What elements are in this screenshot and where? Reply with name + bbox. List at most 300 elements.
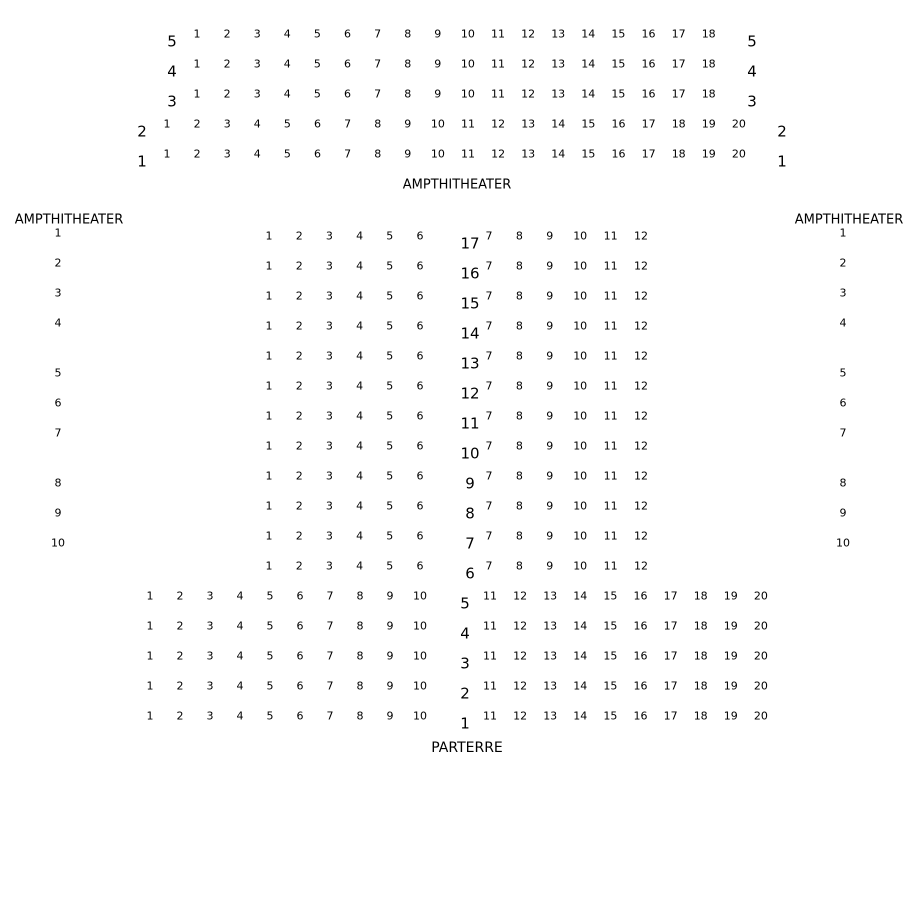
parterre-seat[interactable]: 4 — [356, 349, 364, 363]
side-right-seat[interactable]: 2 — [839, 256, 847, 270]
parterre-seat[interactable]: 3 — [206, 589, 214, 603]
parterre-seat[interactable]: 14 — [573, 679, 588, 693]
parterre-seat[interactable]: 19 — [723, 589, 738, 603]
parterre-seat[interactable]: 12 — [634, 259, 648, 273]
amphitheater-seat[interactable]: 3 — [253, 87, 261, 101]
parterre-seat[interactable]: 10 — [573, 379, 588, 393]
parterre-seat[interactable]: 13 — [543, 619, 558, 633]
parterre-seat[interactable]: 16 — [633, 649, 648, 663]
parterre-seat[interactable]: 12 — [513, 679, 528, 693]
parterre-seat[interactable]: 1 — [265, 499, 273, 513]
amphitheater-seat[interactable]: 18 — [701, 57, 716, 71]
amphitheater-seat[interactable]: 3 — [253, 57, 261, 71]
parterre-seat[interactable]: 7 — [326, 589, 334, 603]
amphitheater-seat[interactable]: 7 — [374, 87, 382, 101]
parterre-seat[interactable]: 17 — [663, 619, 678, 633]
parterre-seat[interactable]: 8 — [515, 229, 523, 243]
side-left-seat[interactable]: 8 — [54, 476, 62, 490]
amphitheater-seat[interactable]: 13 — [551, 57, 566, 71]
parterre-seat[interactable]: 12 — [513, 589, 528, 603]
amphitheater-seat[interactable]: 17 — [671, 27, 686, 41]
amphitheater-seat[interactable]: 6 — [314, 117, 321, 131]
parterre-seat[interactable]: 14 — [573, 709, 588, 723]
parterre-seat[interactable]: 1 — [146, 619, 154, 633]
parterre-seat[interactable]: 1 — [265, 349, 273, 363]
parterre-seat[interactable]: 17 — [663, 709, 678, 723]
amphitheater-seat[interactable]: 15 — [581, 147, 596, 161]
parterre-seat[interactable]: 8 — [515, 469, 523, 483]
side-left-seat[interactable]: 5 — [54, 366, 62, 380]
amphitheater-seat[interactable]: 12 — [521, 27, 536, 41]
amphitheater-seat[interactable]: 11 — [461, 117, 475, 131]
parterre-seat[interactable]: 6 — [416, 259, 424, 273]
parterre-seat[interactable]: 20 — [753, 679, 768, 693]
amphitheater-seat[interactable]: 5 — [313, 87, 321, 101]
amphitheater-seat[interactable]: 4 — [283, 57, 291, 71]
parterre-seat[interactable]: 3 — [206, 649, 214, 663]
parterre-seat[interactable]: 12 — [634, 379, 648, 393]
parterre-seat[interactable]: 11 — [603, 349, 618, 363]
parterre-seat[interactable]: 8 — [515, 529, 523, 543]
parterre-seat[interactable]: 4 — [236, 709, 244, 723]
parterre-seat[interactable]: 9 — [546, 499, 554, 513]
amphitheater-seat[interactable]: 2 — [193, 147, 201, 161]
parterre-seat[interactable]: 10 — [573, 349, 588, 363]
parterre-seat[interactable]: 5 — [386, 529, 394, 543]
amphitheater-seat[interactable]: 12 — [491, 147, 506, 161]
amphitheater-seat[interactable]: 1 — [193, 87, 201, 101]
parterre-seat[interactable]: 20 — [753, 709, 768, 723]
parterre-seat[interactable]: 4 — [236, 619, 244, 633]
parterre-seat[interactable]: 20 — [753, 649, 768, 663]
side-right-seat[interactable]: 3 — [839, 286, 847, 300]
parterre-seat[interactable]: 11 — [603, 559, 618, 573]
amphitheater-seat[interactable]: 16 — [611, 117, 626, 131]
parterre-seat[interactable]: 2 — [176, 589, 184, 603]
parterre-seat[interactable]: 9 — [386, 589, 394, 603]
parterre-seat[interactable]: 7 — [485, 499, 493, 513]
parterre-seat[interactable]: 6 — [416, 289, 424, 303]
parterre-seat[interactable]: 8 — [515, 259, 523, 273]
amphitheater-seat[interactable]: 18 — [671, 117, 686, 131]
parterre-seat[interactable]: 9 — [546, 259, 554, 273]
parterre-seat[interactable]: 3 — [325, 409, 333, 423]
parterre-seat[interactable]: 11 — [603, 469, 618, 483]
amphitheater-seat[interactable]: 14 — [581, 87, 596, 101]
parterre-seat[interactable]: 15 — [603, 709, 618, 723]
amphitheater-seat[interactable]: 5 — [283, 117, 291, 131]
amphitheater-seat[interactable]: 16 — [641, 27, 656, 41]
parterre-seat[interactable]: 4 — [356, 469, 364, 483]
amphitheater-seat[interactable]: 4 — [253, 117, 261, 131]
parterre-seat[interactable]: 5 — [386, 469, 394, 483]
parterre-seat[interactable]: 15 — [603, 649, 618, 663]
parterre-seat[interactable]: 10 — [573, 529, 588, 543]
parterre-seat[interactable]: 10 — [413, 709, 427, 723]
parterre-seat[interactable]: 10 — [573, 319, 588, 333]
amphitheater-seat[interactable]: 1 — [193, 27, 201, 41]
parterre-seat[interactable]: 16 — [633, 589, 648, 603]
parterre-seat[interactable]: 2 — [295, 229, 303, 243]
parterre-seat[interactable]: 2 — [295, 499, 303, 513]
parterre-seat[interactable]: 6 — [416, 469, 424, 483]
side-left-seat[interactable]: 3 — [54, 286, 62, 300]
parterre-seat[interactable]: 7 — [326, 649, 334, 663]
amphitheater-seat[interactable]: 5 — [283, 147, 291, 161]
parterre-seat[interactable]: 2 — [295, 409, 303, 423]
parterre-seat[interactable]: 5 — [266, 619, 274, 633]
parterre-seat[interactable]: 10 — [573, 229, 588, 243]
parterre-seat[interactable]: 10 — [413, 589, 427, 603]
amphitheater-seat[interactable]: 10 — [460, 27, 475, 41]
amphitheater-seat[interactable]: 9 — [404, 117, 412, 131]
parterre-seat[interactable]: 12 — [634, 289, 648, 303]
parterre-seat[interactable]: 8 — [515, 379, 523, 393]
parterre-seat[interactable]: 2 — [295, 379, 303, 393]
parterre-seat[interactable]: 11 — [483, 649, 497, 663]
parterre-seat[interactable]: 11 — [603, 319, 618, 333]
parterre-seat[interactable]: 17 — [663, 589, 678, 603]
parterre-seat[interactable]: 11 — [603, 439, 618, 453]
parterre-seat[interactable]: 10 — [413, 619, 427, 633]
parterre-seat[interactable]: 1 — [265, 229, 273, 243]
parterre-seat[interactable]: 12 — [634, 409, 648, 423]
parterre-seat[interactable]: 9 — [546, 319, 554, 333]
parterre-seat[interactable]: 8 — [356, 589, 364, 603]
parterre-seat[interactable]: 11 — [483, 709, 497, 723]
amphitheater-seat[interactable]: 9 — [404, 147, 412, 161]
parterre-seat[interactable]: 2 — [176, 709, 184, 723]
amphitheater-seat[interactable]: 5 — [313, 57, 321, 71]
parterre-seat[interactable]: 3 — [325, 319, 333, 333]
parterre-seat[interactable]: 7 — [485, 439, 493, 453]
parterre-seat[interactable]: 12 — [634, 349, 648, 363]
parterre-seat[interactable]: 5 — [386, 499, 394, 513]
amphitheater-seat[interactable]: 2 — [223, 27, 231, 41]
parterre-seat[interactable]: 8 — [515, 559, 523, 573]
amphitheater-seat[interactable]: 6 — [314, 147, 321, 161]
parterre-seat[interactable]: 16 — [633, 619, 648, 633]
side-right-seat[interactable]: 5 — [839, 366, 847, 380]
parterre-seat[interactable]: 20 — [753, 619, 768, 633]
parterre-seat[interactable]: 4 — [356, 529, 364, 543]
amphitheater-seat[interactable]: 15 — [611, 27, 626, 41]
amphitheater-seat[interactable]: 16 — [611, 147, 626, 161]
parterre-seat[interactable]: 4 — [356, 319, 364, 333]
parterre-seat[interactable]: 19 — [723, 679, 738, 693]
amphitheater-seat[interactable]: 8 — [404, 87, 412, 101]
parterre-seat[interactable]: 11 — [483, 679, 497, 693]
parterre-seat[interactable]: 5 — [386, 559, 394, 573]
parterre-seat[interactable]: 13 — [543, 649, 558, 663]
parterre-seat[interactable]: 3 — [325, 469, 333, 483]
amphitheater-seat[interactable]: 9 — [434, 27, 442, 41]
parterre-seat[interactable]: 7 — [485, 259, 493, 273]
parterre-seat[interactable]: 5 — [386, 349, 394, 363]
parterre-seat[interactable]: 18 — [693, 589, 708, 603]
parterre-seat[interactable]: 9 — [546, 409, 554, 423]
parterre-seat[interactable]: 12 — [634, 469, 648, 483]
parterre-seat[interactable]: 1 — [265, 529, 273, 543]
side-right-seat[interactable]: 9 — [839, 506, 847, 520]
parterre-seat[interactable]: 1 — [265, 259, 273, 273]
parterre-seat[interactable]: 6 — [296, 709, 304, 723]
amphitheater-seat[interactable]: 7 — [344, 147, 352, 161]
parterre-seat[interactable]: 6 — [296, 649, 304, 663]
parterre-seat[interactable]: 7 — [485, 409, 493, 423]
parterre-seat[interactable]: 20 — [753, 589, 768, 603]
parterre-seat[interactable]: 9 — [546, 559, 554, 573]
amphitheater-seat[interactable]: 17 — [641, 117, 656, 131]
parterre-seat[interactable]: 5 — [386, 319, 394, 333]
parterre-seat[interactable]: 3 — [325, 259, 333, 273]
parterre-seat[interactable]: 8 — [515, 439, 523, 453]
parterre-seat[interactable]: 17 — [663, 649, 678, 663]
parterre-seat[interactable]: 11 — [603, 529, 618, 543]
parterre-seat[interactable]: 8 — [515, 289, 523, 303]
parterre-seat[interactable]: 10 — [573, 469, 588, 483]
amphitheater-seat[interactable]: 13 — [551, 27, 566, 41]
parterre-seat[interactable]: 14 — [573, 619, 588, 633]
parterre-seat[interactable]: 3 — [325, 529, 333, 543]
parterre-seat[interactable]: 5 — [386, 439, 394, 453]
amphitheater-seat[interactable]: 2 — [193, 117, 201, 131]
amphitheater-seat[interactable]: 1 — [193, 57, 201, 71]
parterre-seat[interactable]: 19 — [723, 619, 738, 633]
amphitheater-seat[interactable]: 10 — [430, 147, 445, 161]
parterre-seat[interactable]: 2 — [295, 349, 303, 363]
parterre-seat[interactable]: 3 — [206, 619, 214, 633]
parterre-seat[interactable]: 5 — [386, 379, 394, 393]
amphitheater-seat[interactable]: 19 — [701, 117, 716, 131]
amphitheater-seat[interactable]: 4 — [283, 87, 291, 101]
amphitheater-seat[interactable]: 11 — [491, 87, 505, 101]
parterre-seat[interactable]: 4 — [356, 229, 364, 243]
parterre-seat[interactable]: 2 — [176, 649, 184, 663]
side-right-seat[interactable]: 1 — [839, 226, 847, 240]
amphitheater-seat[interactable]: 18 — [701, 87, 716, 101]
parterre-seat[interactable]: 9 — [546, 529, 554, 543]
side-left-seat[interactable]: 1 — [54, 226, 62, 240]
parterre-seat[interactable]: 8 — [356, 709, 364, 723]
parterre-seat[interactable]: 4 — [356, 439, 364, 453]
parterre-seat[interactable]: 7 — [485, 349, 493, 363]
parterre-seat[interactable]: 11 — [483, 619, 497, 633]
side-left-seat[interactable]: 7 — [54, 426, 62, 440]
amphitheater-seat[interactable]: 8 — [374, 117, 382, 131]
parterre-seat[interactable]: 5 — [386, 409, 394, 423]
parterre-seat[interactable]: 18 — [693, 649, 708, 663]
parterre-seat[interactable]: 6 — [416, 559, 424, 573]
parterre-seat[interactable]: 3 — [325, 229, 333, 243]
parterre-seat[interactable]: 18 — [693, 709, 708, 723]
amphitheater-seat[interactable]: 1 — [163, 117, 171, 131]
amphitheater-seat[interactable]: 2 — [223, 57, 231, 71]
side-left-seat[interactable]: 4 — [54, 316, 62, 330]
side-right-seat[interactable]: 4 — [839, 316, 847, 330]
amphitheater-seat[interactable]: 15 — [581, 117, 596, 131]
amphitheater-seat[interactable]: 14 — [581, 57, 596, 71]
parterre-seat[interactable]: 16 — [633, 679, 648, 693]
parterre-seat[interactable]: 5 — [266, 709, 274, 723]
amphitheater-seat[interactable]: 9 — [434, 87, 442, 101]
parterre-seat[interactable]: 3 — [325, 289, 333, 303]
amphitheater-seat[interactable]: 3 — [223, 117, 231, 131]
parterre-seat[interactable]: 1 — [265, 289, 273, 303]
parterre-seat[interactable]: 10 — [573, 259, 588, 273]
parterre-seat[interactable]: 14 — [573, 649, 588, 663]
parterre-seat[interactable]: 16 — [633, 709, 648, 723]
parterre-seat[interactable]: 3 — [325, 349, 333, 363]
amphitheater-seat[interactable]: 10 — [460, 57, 475, 71]
parterre-seat[interactable]: 9 — [386, 649, 394, 663]
amphitheater-seat[interactable]: 13 — [521, 147, 536, 161]
parterre-seat[interactable]: 15 — [603, 589, 618, 603]
parterre-seat[interactable]: 13 — [543, 679, 558, 693]
side-left-seat[interactable]: 2 — [54, 256, 62, 270]
parterre-seat[interactable]: 19 — [723, 709, 738, 723]
amphitheater-seat[interactable]: 17 — [641, 147, 656, 161]
parterre-seat[interactable]: 5 — [386, 289, 394, 303]
parterre-seat[interactable]: 17 — [663, 679, 678, 693]
amphitheater-seat[interactable]: 7 — [374, 57, 382, 71]
parterre-seat[interactable]: 12 — [634, 559, 648, 573]
parterre-seat[interactable]: 4 — [356, 409, 364, 423]
amphitheater-seat[interactable]: 20 — [731, 147, 746, 161]
amphitheater-seat[interactable]: 17 — [671, 87, 686, 101]
side-right-seat[interactable]: 10 — [836, 536, 850, 550]
parterre-seat[interactable]: 13 — [543, 589, 558, 603]
parterre-seat[interactable]: 9 — [546, 349, 554, 363]
parterre-seat[interactable]: 2 — [295, 529, 303, 543]
amphitheater-seat[interactable]: 6 — [344, 27, 351, 41]
parterre-seat[interactable]: 8 — [356, 649, 364, 663]
parterre-seat[interactable]: 1 — [265, 379, 273, 393]
parterre-seat[interactable]: 6 — [296, 619, 304, 633]
parterre-seat[interactable]: 10 — [413, 679, 427, 693]
parterre-seat[interactable]: 7 — [485, 529, 493, 543]
amphitheater-seat[interactable]: 8 — [404, 57, 412, 71]
parterre-seat[interactable]: 10 — [573, 409, 588, 423]
side-left-seat[interactable]: 9 — [54, 506, 62, 520]
parterre-seat[interactable]: 6 — [416, 349, 424, 363]
parterre-seat[interactable]: 7 — [326, 619, 334, 633]
parterre-seat[interactable]: 1 — [265, 439, 273, 453]
parterre-seat[interactable]: 14 — [573, 589, 588, 603]
parterre-seat[interactable]: 4 — [356, 259, 364, 273]
amphitheater-seat[interactable]: 15 — [611, 87, 626, 101]
parterre-seat[interactable]: 12 — [634, 439, 648, 453]
amphitheater-seat[interactable]: 1 — [163, 147, 171, 161]
parterre-seat[interactable]: 1 — [265, 319, 273, 333]
parterre-seat[interactable]: 9 — [546, 469, 554, 483]
amphitheater-seat[interactable]: 12 — [521, 57, 536, 71]
amphitheater-seat[interactable]: 3 — [223, 147, 231, 161]
parterre-seat[interactable]: 1 — [146, 709, 154, 723]
parterre-seat[interactable]: 1 — [146, 649, 154, 663]
parterre-seat[interactable]: 6 — [416, 529, 424, 543]
parterre-seat[interactable]: 2 — [295, 319, 303, 333]
parterre-seat[interactable]: 12 — [513, 709, 528, 723]
parterre-seat[interactable]: 9 — [386, 679, 394, 693]
parterre-seat[interactable]: 5 — [386, 229, 394, 243]
parterre-seat[interactable]: 6 — [416, 409, 424, 423]
parterre-seat[interactable]: 8 — [356, 679, 364, 693]
parterre-seat[interactable]: 2 — [176, 619, 184, 633]
amphitheater-seat[interactable]: 2 — [223, 87, 231, 101]
side-left-seat[interactable]: 6 — [54, 396, 62, 410]
parterre-seat[interactable]: 11 — [603, 379, 618, 393]
parterre-seat[interactable]: 5 — [386, 259, 394, 273]
amphitheater-seat[interactable]: 6 — [344, 87, 351, 101]
parterre-seat[interactable]: 6 — [416, 439, 424, 453]
amphitheater-seat[interactable]: 14 — [551, 147, 566, 161]
parterre-seat[interactable]: 6 — [296, 589, 304, 603]
parterre-seat[interactable]: 12 — [634, 499, 648, 513]
amphitheater-seat[interactable]: 12 — [491, 117, 506, 131]
parterre-seat[interactable]: 10 — [573, 559, 588, 573]
amphitheater-seat[interactable]: 11 — [491, 57, 505, 71]
parterre-seat[interactable]: 1 — [265, 469, 273, 483]
side-right-seat[interactable]: 7 — [839, 426, 847, 440]
amphitheater-seat[interactable]: 8 — [404, 27, 412, 41]
parterre-seat[interactable]: 2 — [295, 559, 303, 573]
parterre-seat[interactable]: 15 — [603, 679, 618, 693]
parterre-seat[interactable]: 11 — [483, 589, 497, 603]
amphitheater-seat[interactable]: 10 — [430, 117, 445, 131]
side-right-seat[interactable]: 8 — [839, 476, 847, 490]
parterre-seat[interactable]: 1 — [265, 409, 273, 423]
parterre-seat[interactable]: 5 — [266, 589, 274, 603]
amphitheater-seat[interactable]: 20 — [731, 117, 746, 131]
parterre-seat[interactable]: 8 — [356, 619, 364, 633]
parterre-seat[interactable]: 4 — [356, 559, 364, 573]
parterre-seat[interactable]: 3 — [325, 379, 333, 393]
parterre-seat[interactable]: 1 — [265, 559, 273, 573]
parterre-seat[interactable]: 13 — [543, 709, 558, 723]
parterre-seat[interactable]: 6 — [416, 229, 424, 243]
amphitheater-seat[interactable]: 15 — [611, 57, 626, 71]
parterre-seat[interactable]: 7 — [485, 469, 493, 483]
amphitheater-seat[interactable]: 12 — [521, 87, 536, 101]
parterre-seat[interactable]: 11 — [603, 259, 618, 273]
parterre-seat[interactable]: 9 — [546, 229, 554, 243]
parterre-seat[interactable]: 11 — [603, 499, 618, 513]
parterre-seat[interactable]: 2 — [295, 439, 303, 453]
parterre-seat[interactable]: 11 — [603, 409, 618, 423]
parterre-seat[interactable]: 8 — [515, 319, 523, 333]
parterre-seat[interactable]: 12 — [634, 319, 648, 333]
amphitheater-seat[interactable]: 19 — [701, 147, 716, 161]
parterre-seat[interactable]: 2 — [176, 679, 184, 693]
parterre-seat[interactable]: 9 — [546, 379, 554, 393]
amphitheater-seat[interactable]: 7 — [374, 27, 382, 41]
parterre-seat[interactable]: 7 — [485, 319, 493, 333]
parterre-seat[interactable]: 9 — [546, 439, 554, 453]
amphitheater-seat[interactable]: 10 — [460, 87, 475, 101]
parterre-seat[interactable]: 3 — [206, 709, 214, 723]
parterre-seat[interactable]: 7 — [485, 229, 493, 243]
parterre-seat[interactable]: 3 — [206, 679, 214, 693]
parterre-seat[interactable]: 3 — [325, 559, 333, 573]
amphitheater-seat[interactable]: 4 — [253, 147, 261, 161]
parterre-seat[interactable]: 12 — [513, 619, 528, 633]
amphitheater-seat[interactable]: 16 — [641, 57, 656, 71]
parterre-seat[interactable]: 6 — [296, 679, 304, 693]
parterre-seat[interactable]: 2 — [295, 289, 303, 303]
amphitheater-seat[interactable]: 18 — [701, 27, 716, 41]
parterre-seat[interactable]: 10 — [413, 649, 427, 663]
